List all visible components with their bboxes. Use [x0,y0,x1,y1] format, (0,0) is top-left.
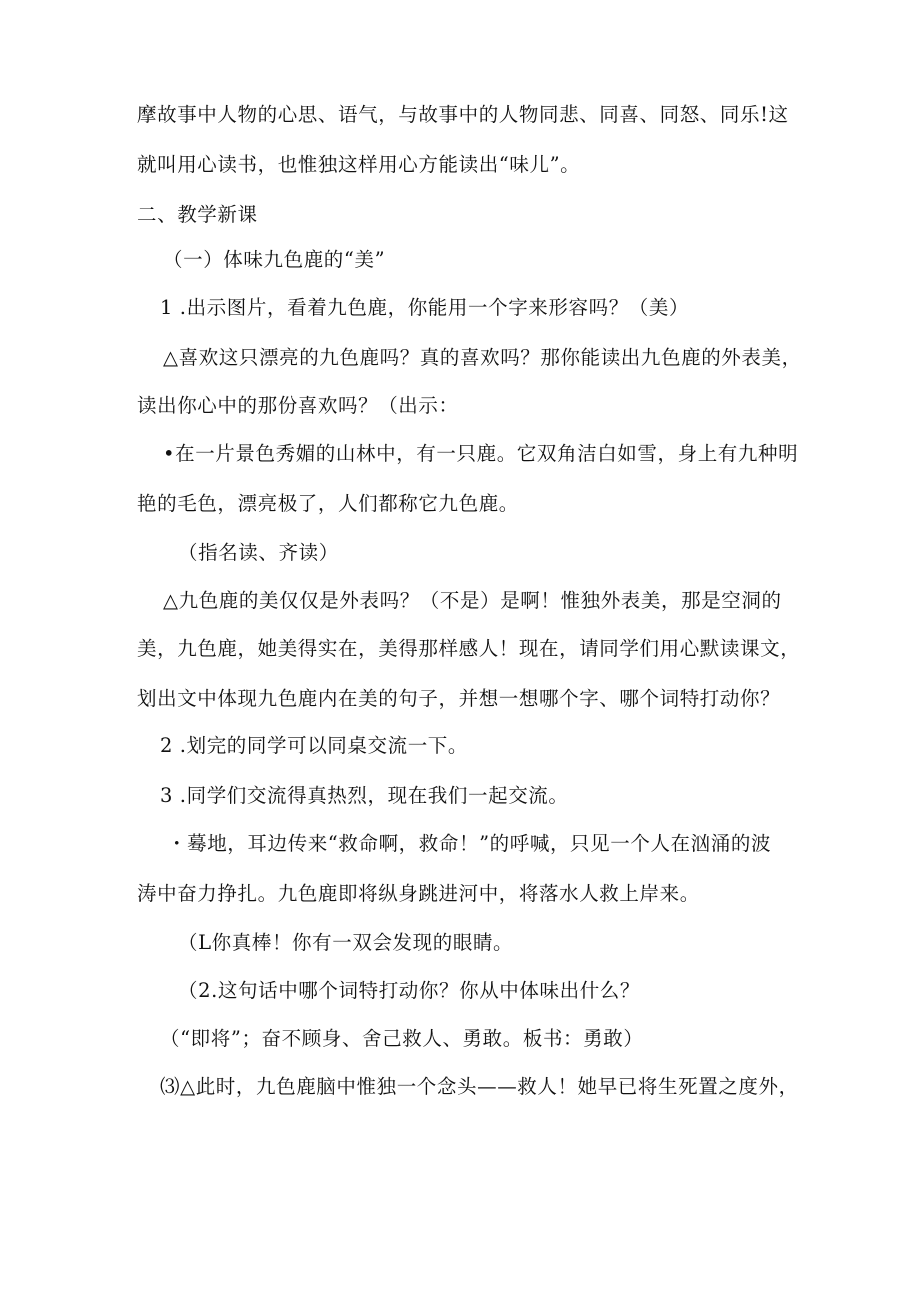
text-line-12: 美，九色鹿，她美得实在，美得那样感人！现在，请同学们用心默读课文， [137,637,801,660]
text-line-2: 就叫用心读书，也惟独这样用心方能读出“味儿”。 [137,153,581,176]
text-line-18: （L你真棒！你有一双会发现的眼睛。 [178,931,514,954]
text-line-6: △喜欢这只漂亮的九色鹿吗？真的喜欢吗？那你能读出九色鹿的外表美， [163,346,802,369]
text-line-1: 摩故事中人物的心思、语气，与故事中的人物同悲、同喜、同怒、同乐!这 [137,103,789,126]
text-line-20: （“即将”；奋不顾身、舍己救人、勇敢。板书：勇敢） [160,1027,644,1050]
quote-line-1: •在一片景色秀媚的山林中，有一只鹿。它双角洁白如雪，身上有九种明 [163,442,799,465]
quote-line-2: 艳的毛色，漂亮极了，人们都称它九色鹿。 [137,492,519,515]
text-line-7: 读出你心中的那份喜欢吗？（出示： [137,394,459,417]
text-line-19: （2.这句话中哪个词特打动你？你从中体味出什么？ [178,979,641,1002]
quote-line-3: ・蓦地，耳边传来“救命啊，救命！”的呼喊，只见一个人在汹涌的波 [167,832,772,855]
text-line-11: △九色鹿的美仅仅是外表吗？（不是）是啊！惟独外表美，那是空洞的 [163,589,782,612]
text-line-10: （指名读、齐读） [178,541,339,564]
text-line-5: 1 .出示图片，看着九色鹿，你能用一个字来形容吗？（美） [160,296,690,319]
text-line-21: ⑶△此时，九色鹿脑中惟独一个念头——救人！她早已将生死置之度外， [160,1075,799,1098]
text-line-14: 2 .划完的同学可以同桌交流一下。 [160,734,469,757]
subsection-heading: （一）体味九色鹿的“美” [163,248,386,271]
quote-line-4: 涛中奋力挣扎。九色鹿即将纵身跳进河中，将落水人救上岸来。 [137,882,700,905]
text-line-13: 划出文中体现九色鹿内在美的句子，并想一想哪个字、哪个词特打动你？ [137,687,781,710]
section-heading: 二、教学新课 [137,203,258,226]
text-line-15: 3 .同学们交流得真热烈，现在我们一起交流。 [160,784,569,807]
